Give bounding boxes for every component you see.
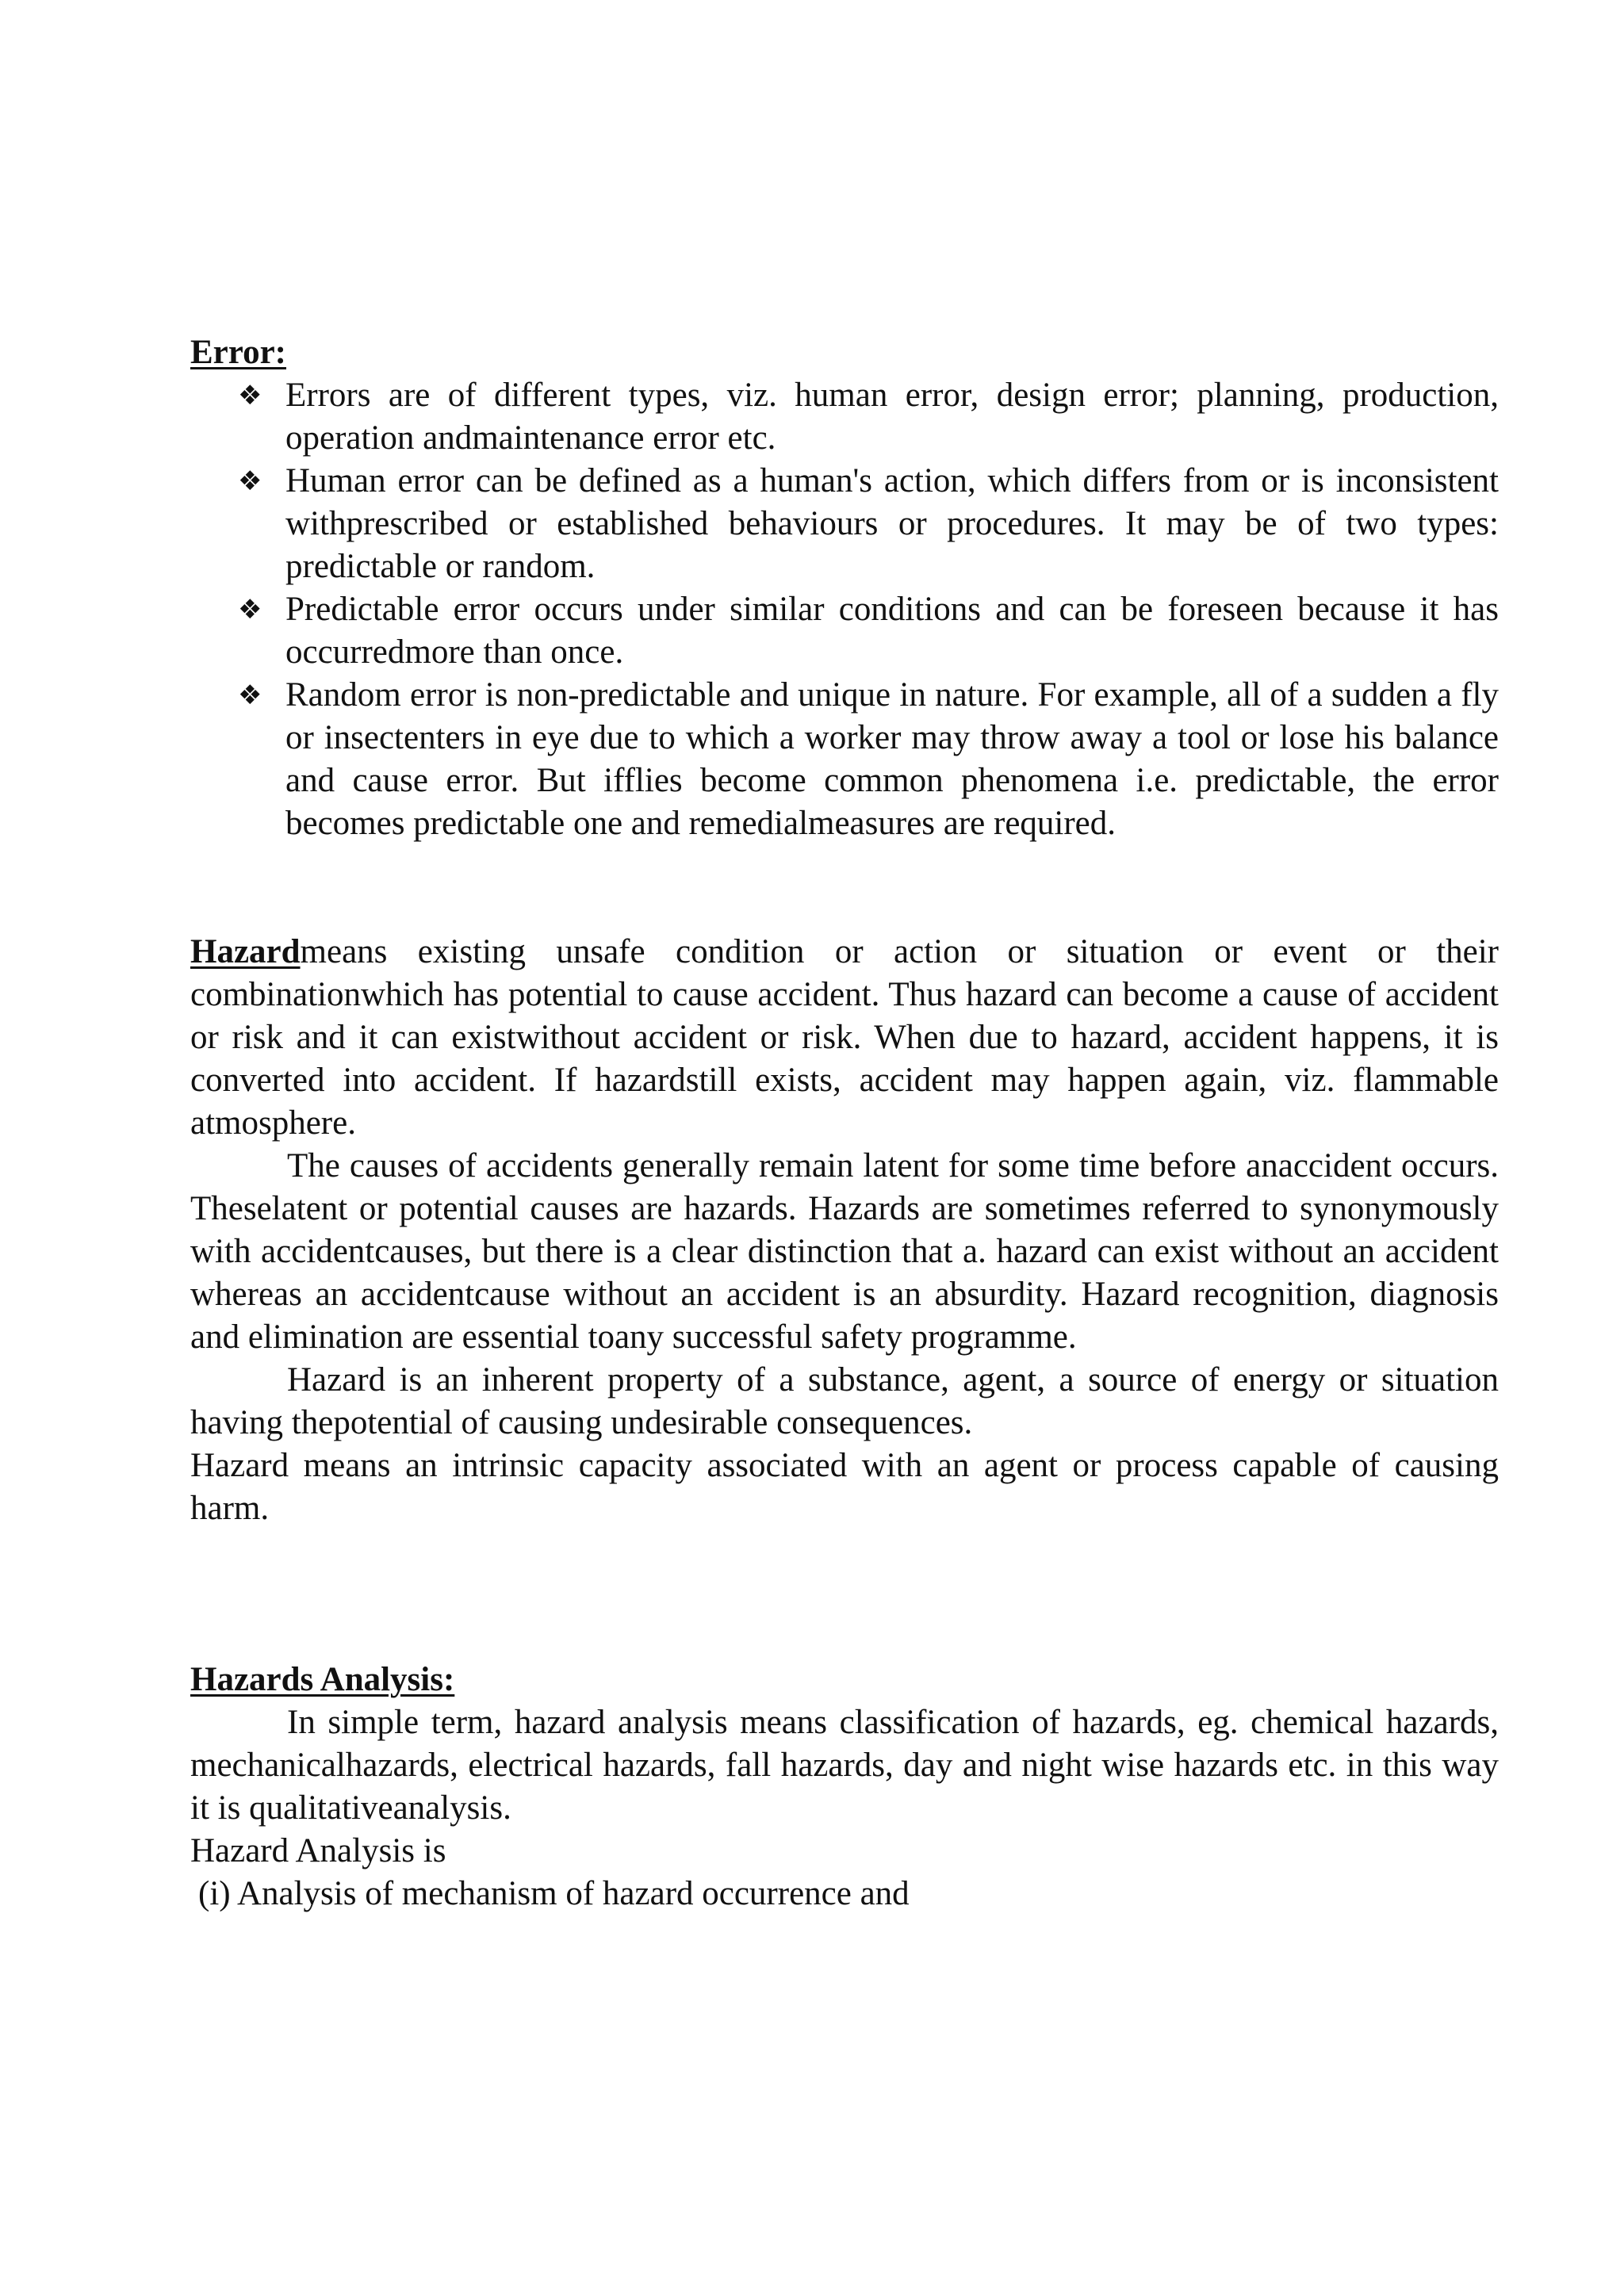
error-bullet-list	[190, 374, 1499, 845]
section-spacer	[190, 845, 1499, 931]
hazard-definition-paragraph	[190, 931, 1499, 1145]
bullet-text: Random error is non-predictable and unique in nature. For example, all of a sudden a fly or insectenters in eye due to which a worker may throw away a tool or lose his balance and cause error. But ifflies become common phenomena i.e. predictable, the error becomes predictable one and remedialmeasures are required.	[285, 676, 1499, 842]
error-heading-line	[190, 331, 1499, 374]
hazard-paragraph-3: Hazard is an inherent property of a substance, agent, a source of energy or situation having thepotential of causing undesirable consequences.	[190, 1361, 1499, 1441]
hazard-term: Hazard	[190, 933, 301, 970]
four-diamond-bullet-icon: ❖	[238, 380, 262, 411]
analysis-item-1: (i) Analysis of mechanism of hazard occurrence and	[198, 1875, 910, 1912]
section-spacer	[190, 1530, 1499, 1659]
analysis-paragraph-2: Hazard Analysis is	[190, 1832, 446, 1869]
analysis-paragraph-1: In simple term, hazard analysis means classification of hazards, eg. chemical hazards, mechanicalhazards, electrical hazards, fall hazards, day and night wise hazards etc. in this way it is qualitativeanalysis.	[190, 1704, 1499, 1827]
hazard-paragraph-4: Hazard means an intrinsic capacity associated with an agent or process capable of causing harm.	[190, 1447, 1499, 1527]
error-heading: Error:	[190, 334, 286, 371]
list-item	[190, 374, 1499, 460]
bullet-text: Errors are of different types, viz. human error, design error; planning, production, operation andmaintenance error etc.	[285, 377, 1499, 457]
list-item	[190, 674, 1499, 845]
four-diamond-bullet-icon: ❖	[238, 465, 262, 497]
list-item	[190, 588, 1499, 674]
four-diamond-bullet-icon: ❖	[238, 679, 262, 711]
analysis-item-list	[190, 1873, 1499, 1915]
hazard-paragraph-2: The causes of accidents generally remain latent for some time before anaccident occurs. Theselatent or potential causes are hazards. Hazards are sometimes referred to synonymously with accidentcauses, but there is a clear distinction that a. hazard can exist without an accident whereas an accidentcause without an accident is an absurdity. Hazard recognition, diagnosis and elimination are essential toany successful safety programme.	[190, 1147, 1499, 1356]
bullet-text: Human error can be defined as a human's action, which differs from or is inconsistent withprescribed or established behaviours or procedures. It may be of two types: predictable or random.	[285, 462, 1499, 585]
list-item	[190, 460, 1499, 588]
analysis-heading-line	[190, 1659, 1499, 1701]
bullet-text: Predictable error occurs under similar conditions and can be foreseen because it has occurredmore than once.	[285, 591, 1499, 671]
analysis-heading: Hazards Analysis:	[190, 1661, 455, 1698]
four-diamond-bullet-icon: ❖	[238, 594, 262, 626]
document-page	[190, 331, 1499, 1915]
hazard-definition-text: means existing unsafe condition or action or situation or event or their combinationwhich has potential to cause accident. Thus hazard can become a cause of accident or risk and it can existwithout accident or risk. When due to hazard, accident happens, it is converted into accident. If hazardstill exists, accident may happen again, viz. flammable atmosphere.	[190, 933, 1499, 1142]
